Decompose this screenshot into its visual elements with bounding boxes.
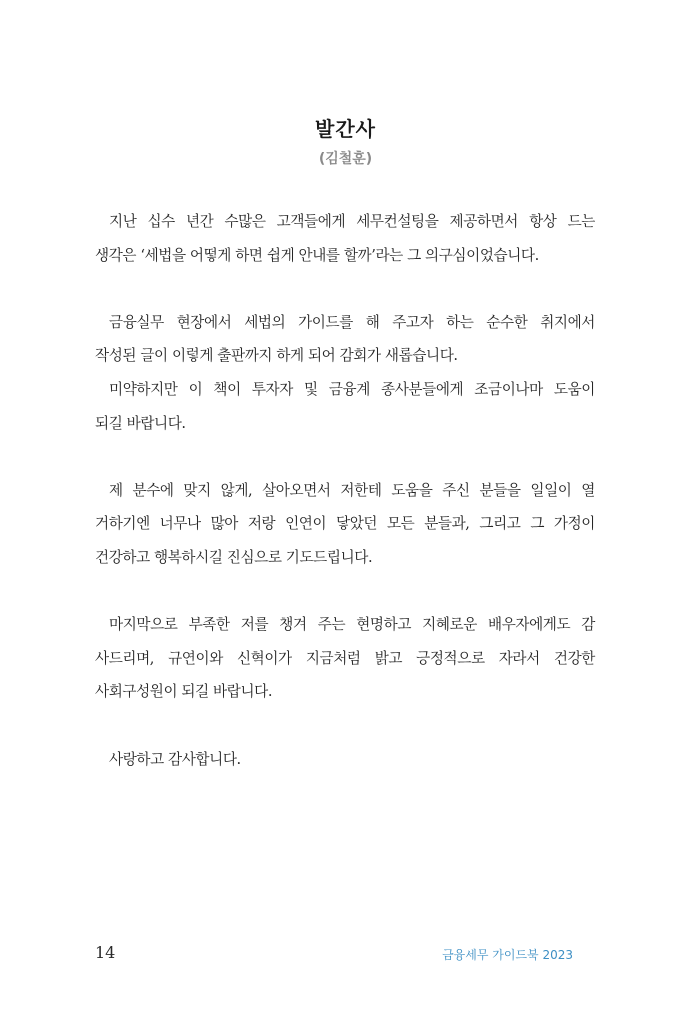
text-line: 미약하지만 이 책이 투자자 및 금융계 종사분들에게 조금이나마 도움이 (109, 380, 595, 398)
text-line: 사회구성원이 되길 바랍니다. (95, 683, 273, 701)
author-name: (김철훈) (318, 151, 373, 167)
body-text (95, 205, 595, 776)
text-line: 되길 바랍니다. (95, 414, 186, 432)
book-title: 금융세무 가이드북 2023 (442, 948, 573, 962)
text-line: 제 분수에 맞지 않게, 살아오면서 저한테 도움을 주신 분들을 일일이 열 (109, 481, 595, 499)
page-number: 14 (95, 943, 116, 962)
page-title: 발간사 (315, 117, 376, 141)
text-line: 마지막으로 부족한 저를 챙겨 주는 현명하고 지혜로운 배우자에게도 감 (109, 616, 595, 634)
text-line: 사랑하고 감사합니다. (109, 750, 241, 768)
text-line: 사드리며, 규연이와 신혁이가 지금처럼 밝고 긍정적으로 자라서 건강한 (95, 649, 595, 667)
text-line: 지난 십수 년간 수많은 고객들에게 세무컨설팅을 제공하면서 항상 드는 (109, 213, 595, 230)
text-line: 생각은 ‘세법을 어떻게 하면 쉽게 안내를 할까’라는 그 의구심이었습니다. (95, 246, 539, 264)
text-line: 금융실무 현장에서 세법의 가이드를 해 주고자 하는 순수한 취지에서 (109, 313, 595, 331)
text-line: 거하기엔 너무나 많아 저랑 인연이 닿았던 모든 분들과, 그리고 그 가정이 (95, 515, 595, 533)
text-line: 작성된 글이 이렇게 출판까지 하게 되어 감회가 새롭습니다. (95, 347, 458, 365)
text-line: 건강하고 행복하시길 진심으로 기도드립니다. (95, 548, 373, 566)
